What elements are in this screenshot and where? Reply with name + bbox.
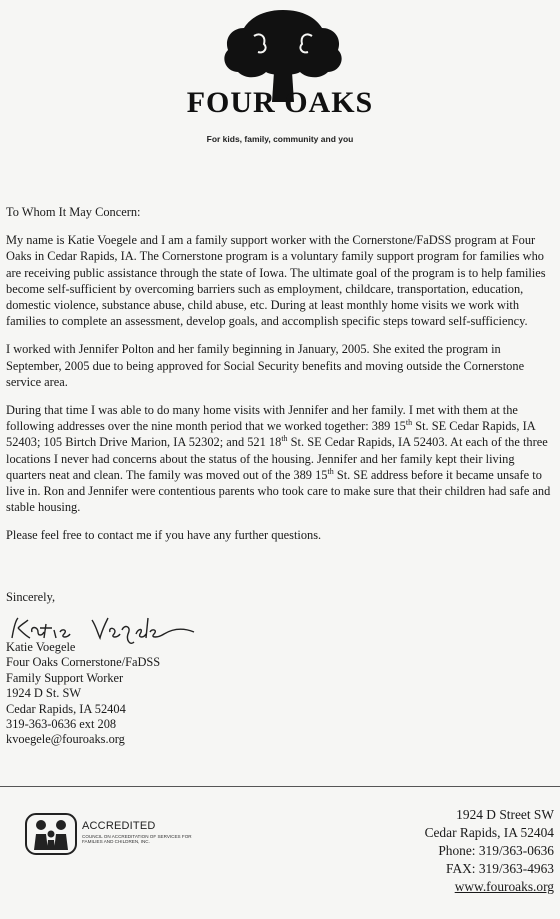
footer-divider <box>0 786 560 787</box>
footer-address <box>425 806 554 896</box>
logo-tagline: For kids, family, community and you <box>206 134 354 144</box>
signer-city: Cedar Rapids, IA 52404 <box>6 701 126 716</box>
paragraph-3: During that time I was able to do many home visits with Jennifer and her family. I met with them at the following addresses over the nine month period that we worked together: 389 15th St. SE Cedar Rapids, IA 52403; 105 Birtch Drive Marion, IA 52302; and 521 18th St. SE Cedar Rapids, IA 52403. At each of the three locations I never had concerns about the status of the housing. Jennifer and her family kept their living quarters neat and clean. The family was moved out of the 389 15th St. SE address before it became unsafe to live in. Ron and Jennifer were contentious parents who took care to make sure that their children had safe and stable housing. <box>6 403 551 515</box>
paragraph-4: Please feel free to contact me if you have any further questions. <box>6 528 322 543</box>
signer-phone: 319-363-0636 ext 208 <box>6 717 117 732</box>
signer-title: Family Support Worker <box>6 670 124 685</box>
footer-phone: Phone: 319/363-0636 <box>438 843 554 858</box>
signer-email: kvoegele@fouroaks.org <box>6 732 125 747</box>
paragraph-2: I worked with Jennifer Polton and her family beginning in January, 2005. She exited the program in September, 2005 due to being approved for Social Security benefits and moving outside the Cornerstone service area. <box>6 342 525 389</box>
paragraph-1: My name is Katie Voegele and I am a family support worker with the Cornerstone/FaDSS program at Four Oaks in Cedar Rapids, IA. The Cornerstone program is a voluntary family support program for families who are receiving public assistance through the state of Iowa. The ultimate goal of the program is to help families become self-sufficient by overcoming barriers such as employment, childcare, transportation, education, domestic violence, substance abuse, child abuse, etc. During at least monthly home visits we work with families to complete an assessment, develop goals, and accomplish specific steps toward self-sufficiency. <box>6 233 546 329</box>
footer-street: 1924 D Street SW <box>456 807 554 822</box>
signature-block <box>6 640 160 748</box>
badge-title: ACCREDITED <box>82 820 156 832</box>
signer-street: 1924 D St. SW <box>6 686 82 701</box>
signer-org: Four Oaks Cornerstone/FaDSS <box>6 655 161 670</box>
four-oaks-logo <box>150 6 410 156</box>
footer-fax: FAX: 319/363-4963 <box>446 861 554 876</box>
greeting: To Whom It May Concern: <box>6 205 141 219</box>
badge-subtitle: COUNCIL ON ACCREDITATION OF SERVICES FOR FAMILIES AND CHILDREN, INC. <box>82 834 192 845</box>
closing: Sincerely, <box>6 590 56 604</box>
signer-name: Katie Voegele <box>6 640 76 654</box>
logo-wordmark: FOUR OAKS <box>186 86 374 119</box>
letter-body <box>6 204 554 556</box>
footer-website-link[interactable]: www.fouroaks.org <box>454 879 554 894</box>
footer-city: Cedar Rapids, IA 52404 <box>424 825 554 840</box>
accreditation-badge <box>24 812 204 872</box>
family-emblem-icon <box>24 812 78 856</box>
